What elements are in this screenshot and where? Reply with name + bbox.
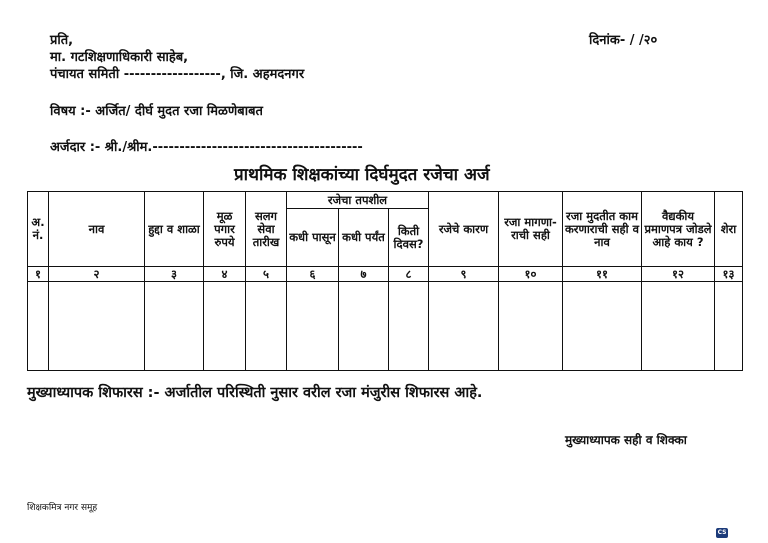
col-number: ९ xyxy=(429,267,499,282)
header-sr: अ. नं. xyxy=(28,192,49,267)
header-certificate: वैद्यकीय प्रमाणपत्र जोडले आहे काय ? xyxy=(642,192,715,267)
header-reason: रजेचे कारण xyxy=(429,192,499,267)
leave-application-table xyxy=(27,191,743,371)
applicant-line: अर्जदार :- श्री./श्रीम.--------------------------------------- xyxy=(50,140,363,155)
col-number: ७ xyxy=(339,267,389,282)
col-number: १२ xyxy=(642,267,715,282)
header-days: किती दिवस? xyxy=(389,209,429,267)
officer-line: मा. गटशिक्षणाधिकारी साहेब, xyxy=(50,50,189,65)
col-number: १ xyxy=(28,267,49,282)
header-pay: मूळ पगार रुपये xyxy=(204,192,246,267)
form-title: प्राथमिक शिक्षकांच्या दिर्घमुदत रजेचा अर्ज xyxy=(234,165,490,185)
header-from: कधी पासून xyxy=(287,209,339,267)
to-line: प्रति, xyxy=(50,33,74,48)
blank-entry-row xyxy=(28,282,743,371)
headmaster-signature-label: मुख्याध्यापक सही व शिक्का xyxy=(565,433,687,447)
col-number: ११ xyxy=(563,267,642,282)
header-name: नाव xyxy=(49,192,145,267)
col-number: २ xyxy=(49,267,145,282)
header-to: कधी पर्यंत xyxy=(339,209,389,267)
subject-line: विषय :- अर्जित/ दीर्घ मुदत रजा मिळणेबाबत xyxy=(50,104,263,119)
header-post: हुद्दा व शाळा xyxy=(145,192,204,267)
header-service: सलग सेवा तारीख xyxy=(246,192,287,267)
col-number: ३ xyxy=(145,267,204,282)
col-number: ५ xyxy=(246,267,287,282)
footer-credit: शिक्षकमित्र नगर समूह xyxy=(27,503,98,513)
camscanner-badge-icon: CS xyxy=(717,529,727,536)
header-leave-group: रजेचा तपशील xyxy=(287,192,429,209)
header-applicant-sign: रजा मागणा-राची सही xyxy=(499,192,563,267)
col-number: १० xyxy=(499,267,563,282)
col-number: ८ xyxy=(389,267,429,282)
col-number: ६ xyxy=(287,267,339,282)
col-number: ४ xyxy=(204,267,246,282)
office-line: पंचायत समिती ------------------, जि. अहमदनगर xyxy=(50,67,305,82)
col-number: १३ xyxy=(715,267,743,282)
headmaster-recommendation: मुख्याध्यापक शिफारस :- अर्जातील परिस्थिती नुसार वरील रजा मंजुरीस शिफारस आहे. xyxy=(27,385,483,401)
date-label: दिनांक- / /२० xyxy=(589,33,658,48)
header-remarks: शेरा xyxy=(715,192,743,267)
header-substitute: रजा मुदतीत काम करणाराची सही व नाव xyxy=(563,192,642,267)
